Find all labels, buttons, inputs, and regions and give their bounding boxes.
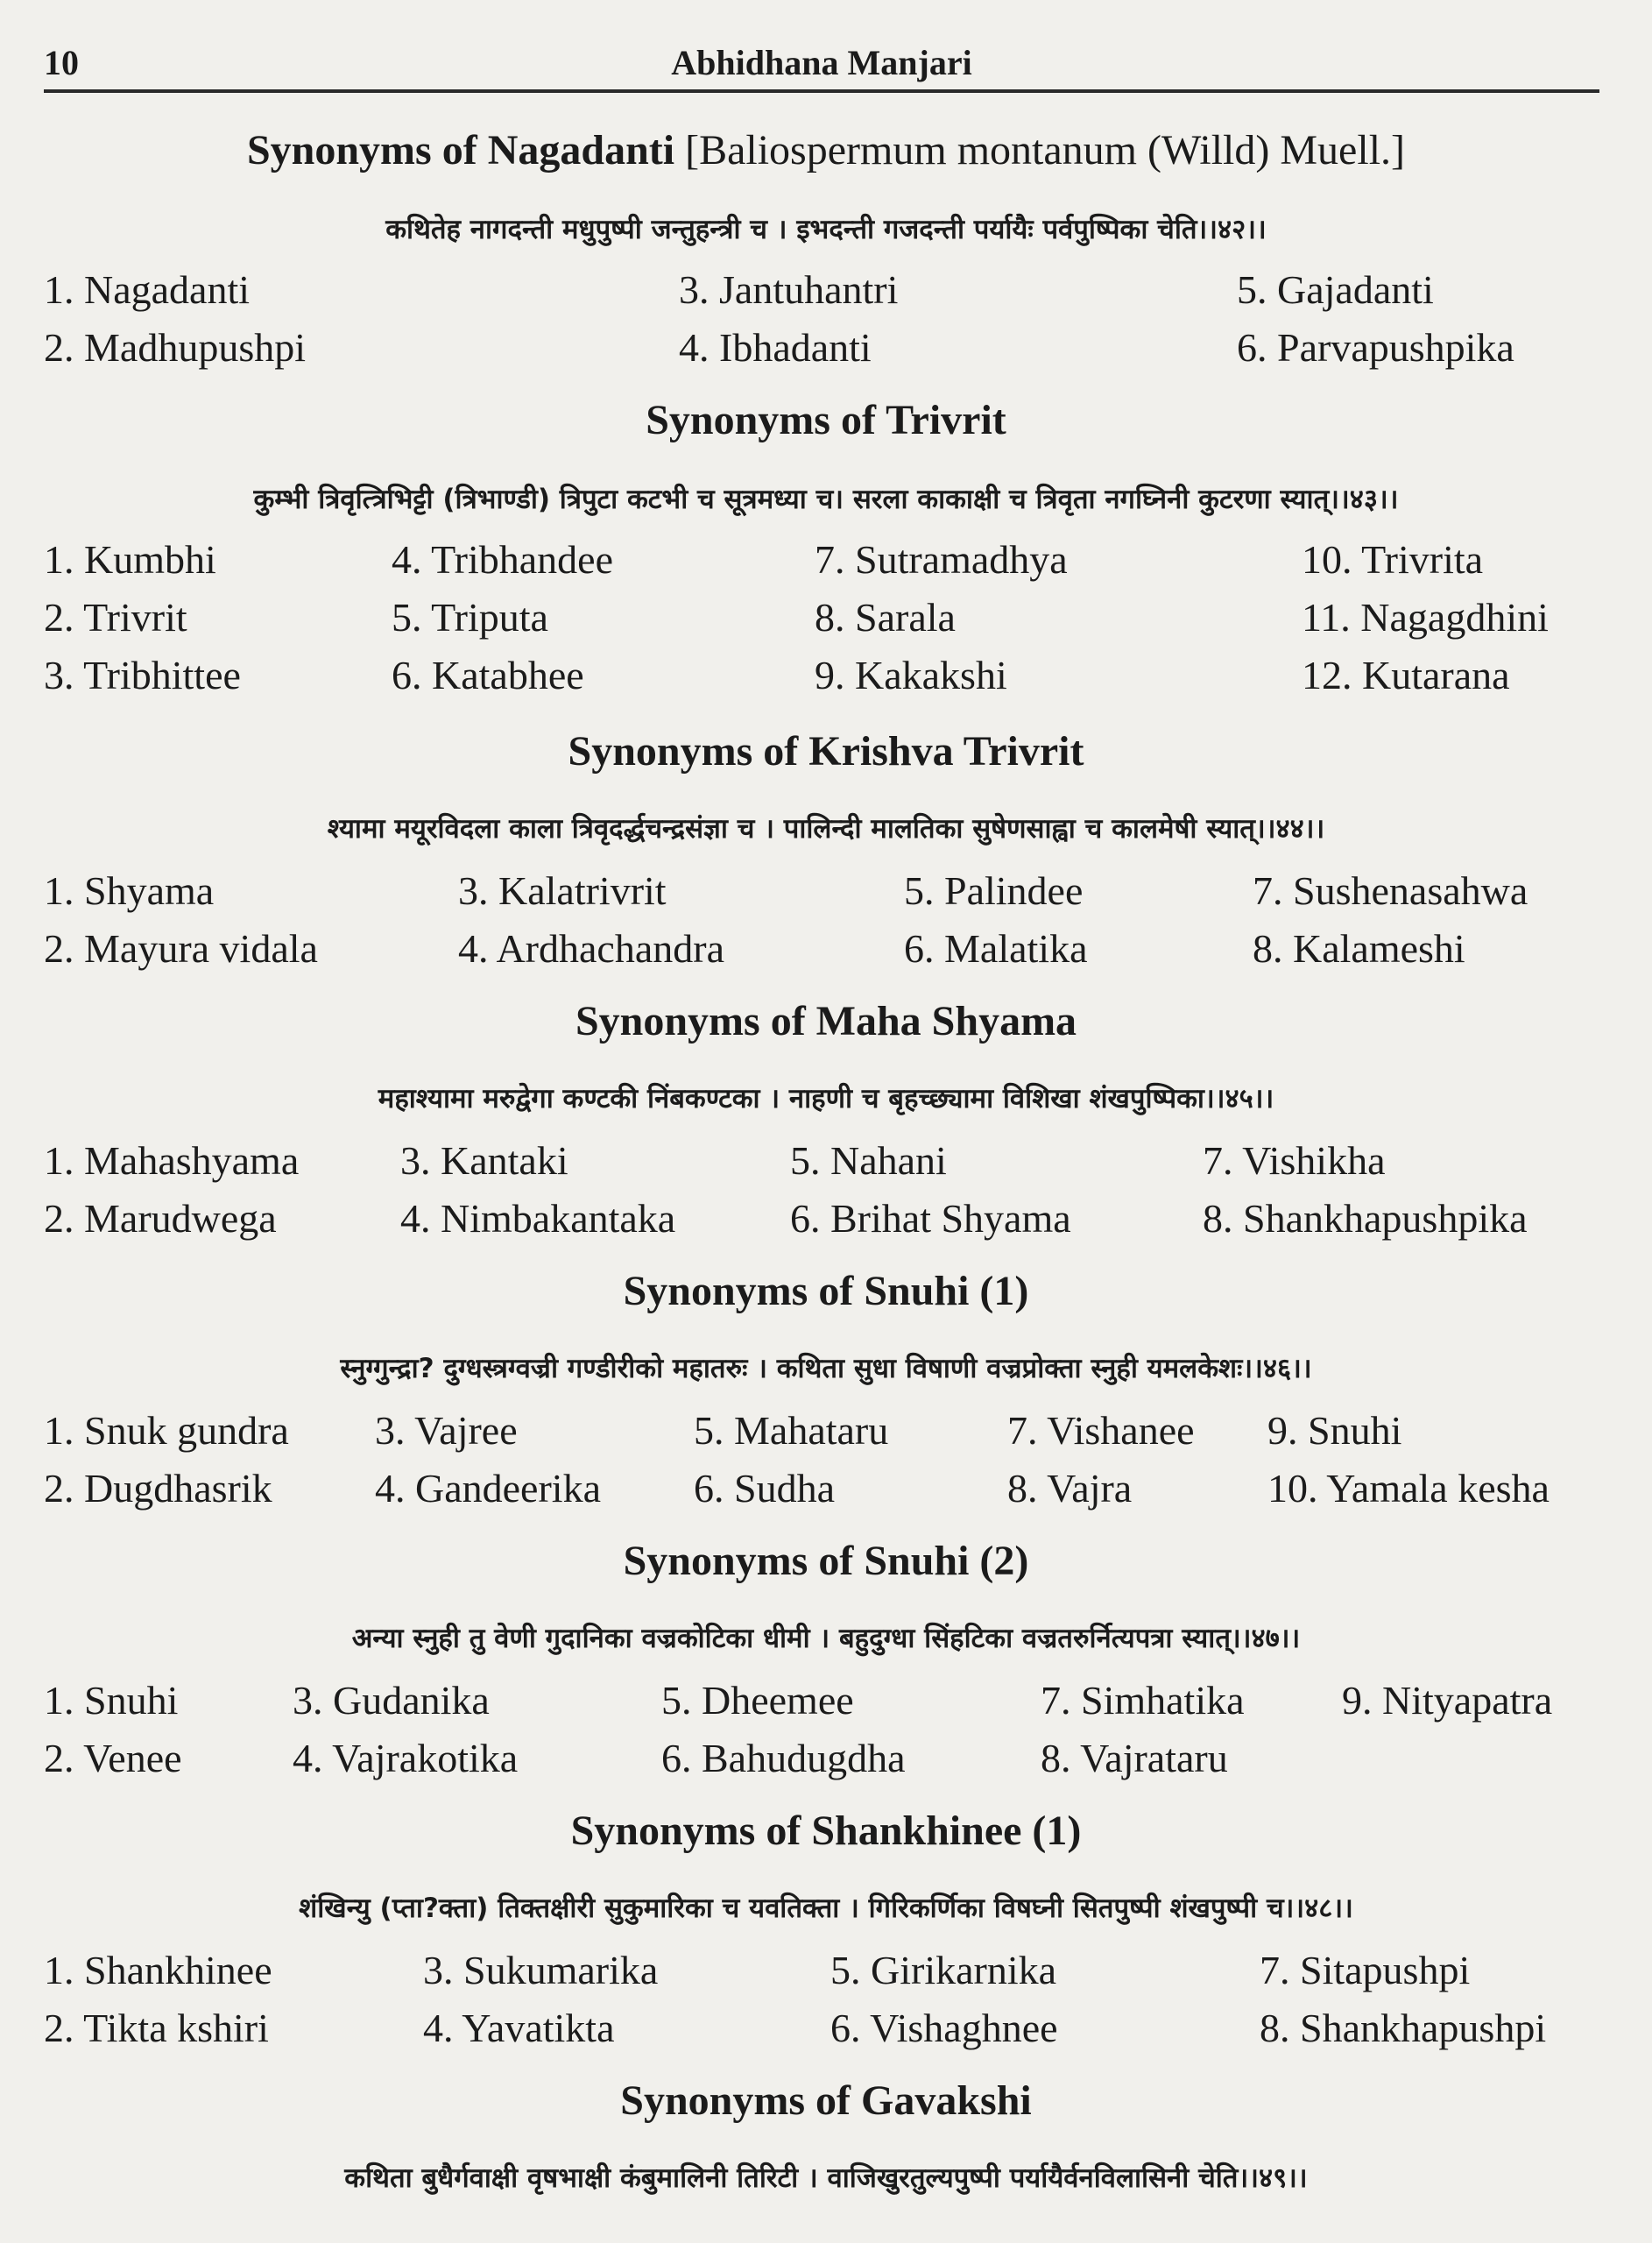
synonym-item: 1. Mahashyama <box>44 1138 300 1183</box>
synonym-item: 8. Shankhapushpi <box>1260 2006 1547 2050</box>
sanskrit-verse: शंखिन्यु (प्ता?क्ता) तिक्तक्षीरी सुकुमारिका च यवतिक्ता । गिरिकर्णिका विषघ्नी सितपुष्पी शंखपुष्पी च।।४८।। <box>299 1893 1353 1924</box>
synonym-item: 5. Triputa <box>392 595 548 640</box>
sanskrit-verse: स्नुग्गुन्द्रा? दुग्धस्त्रग्वज्री गण्डीरीको महातरुः । कथिता सुधा विषाणी वज्रप्रोक्ता स्नुही यमलकेशः।।४६।। <box>340 1353 1312 1384</box>
synonym-item: 3. Kalatrivrit <box>458 868 667 913</box>
synonym-item: 4. Vajrakotika <box>293 1736 519 1780</box>
synonym-item: 6. Parvapushpika <box>1237 325 1514 370</box>
synonym-item: 6. Malatika <box>904 926 1088 971</box>
synonym-item: 5. Nahani <box>790 1138 947 1183</box>
synonym-item: 4. Ardhachandra <box>458 926 724 971</box>
synonym-item: 8. Shankhapushpika <box>1203 1196 1528 1241</box>
synonym-item: 1. Shyama <box>44 868 215 913</box>
synonym-item: 11. Nagagdhini <box>1302 595 1549 640</box>
sanskrit-verse: अन्या स्नुही तु वेणी गुदानिका वज्रकोटिका धीमी । बहुदुग्धा सिंहटिका वज्रतरुर्नित्यपत्रा स्यात्।।४७।। <box>351 1623 1301 1654</box>
synonym-item: 3. Jantuhantri <box>679 267 899 312</box>
section-title-nagadanti: Synonyms of Nagadanti [Baliospermum montanum (Willd) Muell.] <box>246 127 1406 173</box>
section-title: Synonyms of Trivrit <box>646 397 1006 443</box>
synonym-item: 3. Tribhittee <box>44 653 241 697</box>
synonym-item: 7. Simhatika <box>1041 1678 1245 1723</box>
sanskrit-verse: कथितेह नागदन्ती मधुपुष्पी जन्तुहन्त्री च । इभदन्ती गजदन्ती पर्यायैः पर्वपुष्पिका चेति।।४२।। <box>385 214 1267 245</box>
synonym-item: 12. Kutarana <box>1302 653 1510 697</box>
synonym-item: 3. Gudanika <box>293 1678 490 1723</box>
synonym-item: 7. Sitapushpi <box>1260 1948 1471 1992</box>
section-title: Synonyms of Krishva Trivrit <box>568 728 1084 775</box>
synonym-item: 6. Sudha <box>694 1466 835 1511</box>
section-title: Synonyms of Shankhinee (1) <box>570 1808 1082 1854</box>
synonym-item: 6. Bahudugdha <box>661 1736 906 1780</box>
synonym-item: 8. Sarala <box>815 595 956 640</box>
synonym-item: 1. Kumbhi <box>44 537 216 582</box>
synonym-item: 2. Venee <box>44 1736 182 1780</box>
synonym-item: 4. Tribhandee <box>392 537 613 582</box>
page-number: 10 <box>44 43 79 82</box>
botanical-name: [Baliospermum montanum (Willd) Muell.] <box>685 127 1406 173</box>
synonym-item: 8. Kalameshi <box>1253 926 1465 971</box>
synonym-item: 8. Vajra <box>1007 1466 1133 1511</box>
synonym-item: 9. Nityapatra <box>1342 1678 1553 1723</box>
sanskrit-verse: कथिता बुधैर्गवाक्षी वृषभाक्षी कंबुमालिनी तिरिटी । वाजिखुरतुल्यपुष्पी पर्यायैर्वनविलासिनी चेति।।४९।। <box>344 2162 1308 2194</box>
synonym-item: 7. Vishikha <box>1203 1138 1386 1183</box>
synonym-item: 10. Trivrita <box>1302 537 1484 582</box>
synonym-item: 3. Sukumarika <box>423 1948 659 1992</box>
synonym-item: 1. Snuk gundra <box>44 1408 289 1453</box>
sanskrit-verse: कुम्भी त्रिवृत्त्रिभिट्टी (त्रिभाण्डी) त्रिपुटा कटभी च सूत्रमध्या च। सरला काकाक्षी च त्रिवृता नगघ्निनी कुटरणा स्यात्।।४३।। <box>253 484 1399 515</box>
synonym-item: 2. Dugdhasrik <box>44 1466 272 1511</box>
synonym-item: 6. Katabhee <box>392 653 584 697</box>
synonym-item: 5. Gajadanti <box>1237 267 1434 312</box>
synonym-item: 6. Brihat Shyama <box>790 1196 1071 1241</box>
synonym-item: 5. Palindee <box>904 868 1084 913</box>
synonym-item: 4. Yavatikta <box>423 2006 615 2050</box>
section-title: Synonyms of Snuhi (1) <box>623 1268 1029 1314</box>
synonym-item: 4. Gandeerika <box>375 1466 601 1511</box>
synonym-item: 2. Trivrit <box>44 595 187 640</box>
synonym-item: 5. Dheemee <box>661 1678 854 1723</box>
synonym-item: 9. Kakakshi <box>815 653 1007 697</box>
sanskrit-verse: श्यामा मयूरविदला काला त्रिवृदर्द्धचन्द्रसंज्ञा च । पालिन्दी मालतिका सुषेणसाह्वा च कालमेषी स्यात्।।४४।। <box>327 813 1325 845</box>
synonym-item: 2. Mayura vidala <box>44 926 318 971</box>
sanskrit-verse: महाश्यामा मरुद्वेगा कण्टकी निंबकण्टका । नाहणी च बृहच्छ्यामा विशिखा शंखपुष्पिका।।४५।। <box>378 1083 1274 1114</box>
synonym-item: 7. Sutramadhya <box>815 537 1068 582</box>
synonym-item: 5. Mahataru <box>694 1408 889 1453</box>
synonym-item: 4. Ibhadanti <box>679 325 872 370</box>
synonym-item: 5. Girikarnika <box>830 1948 1057 1992</box>
synonym-item: 1. Shankhinee <box>44 1948 272 1992</box>
section-title: Synonyms of Snuhi (2) <box>623 1538 1029 1584</box>
section-title: Synonyms of Maha Shyama <box>575 998 1077 1044</box>
page-header <box>44 35 1599 93</box>
synonym-item: 8. Vajrataru <box>1041 1736 1228 1780</box>
synonym-item: 6. Vishaghnee <box>830 2006 1058 2050</box>
synonym-item: 1. Snuhi <box>44 1678 179 1723</box>
synonym-item: 2. Tikta kshiri <box>44 2006 269 2050</box>
synonym-item: 10. Yamala kesha <box>1267 1466 1550 1511</box>
synonym-item: 7. Vishanee <box>1007 1408 1195 1453</box>
synonym-item: 3. Kantaki <box>400 1138 568 1183</box>
synonym-item: 2. Madhupushpi <box>44 325 306 370</box>
synonym-item: 1. Nagadanti <box>44 267 251 312</box>
synonym-item: 9. Snuhi <box>1267 1408 1402 1453</box>
synonym-item: 3. Vajree <box>375 1408 518 1453</box>
synonym-item: 4. Nimbakantaka <box>400 1196 676 1241</box>
section-title: Synonyms of Gavakshi <box>620 2077 1032 2124</box>
synonym-item: 7. Sushenasahwa <box>1253 868 1528 913</box>
synonym-item: 2. Marudwega <box>44 1196 277 1241</box>
book-title: Abhidhana Manjari <box>671 43 972 82</box>
